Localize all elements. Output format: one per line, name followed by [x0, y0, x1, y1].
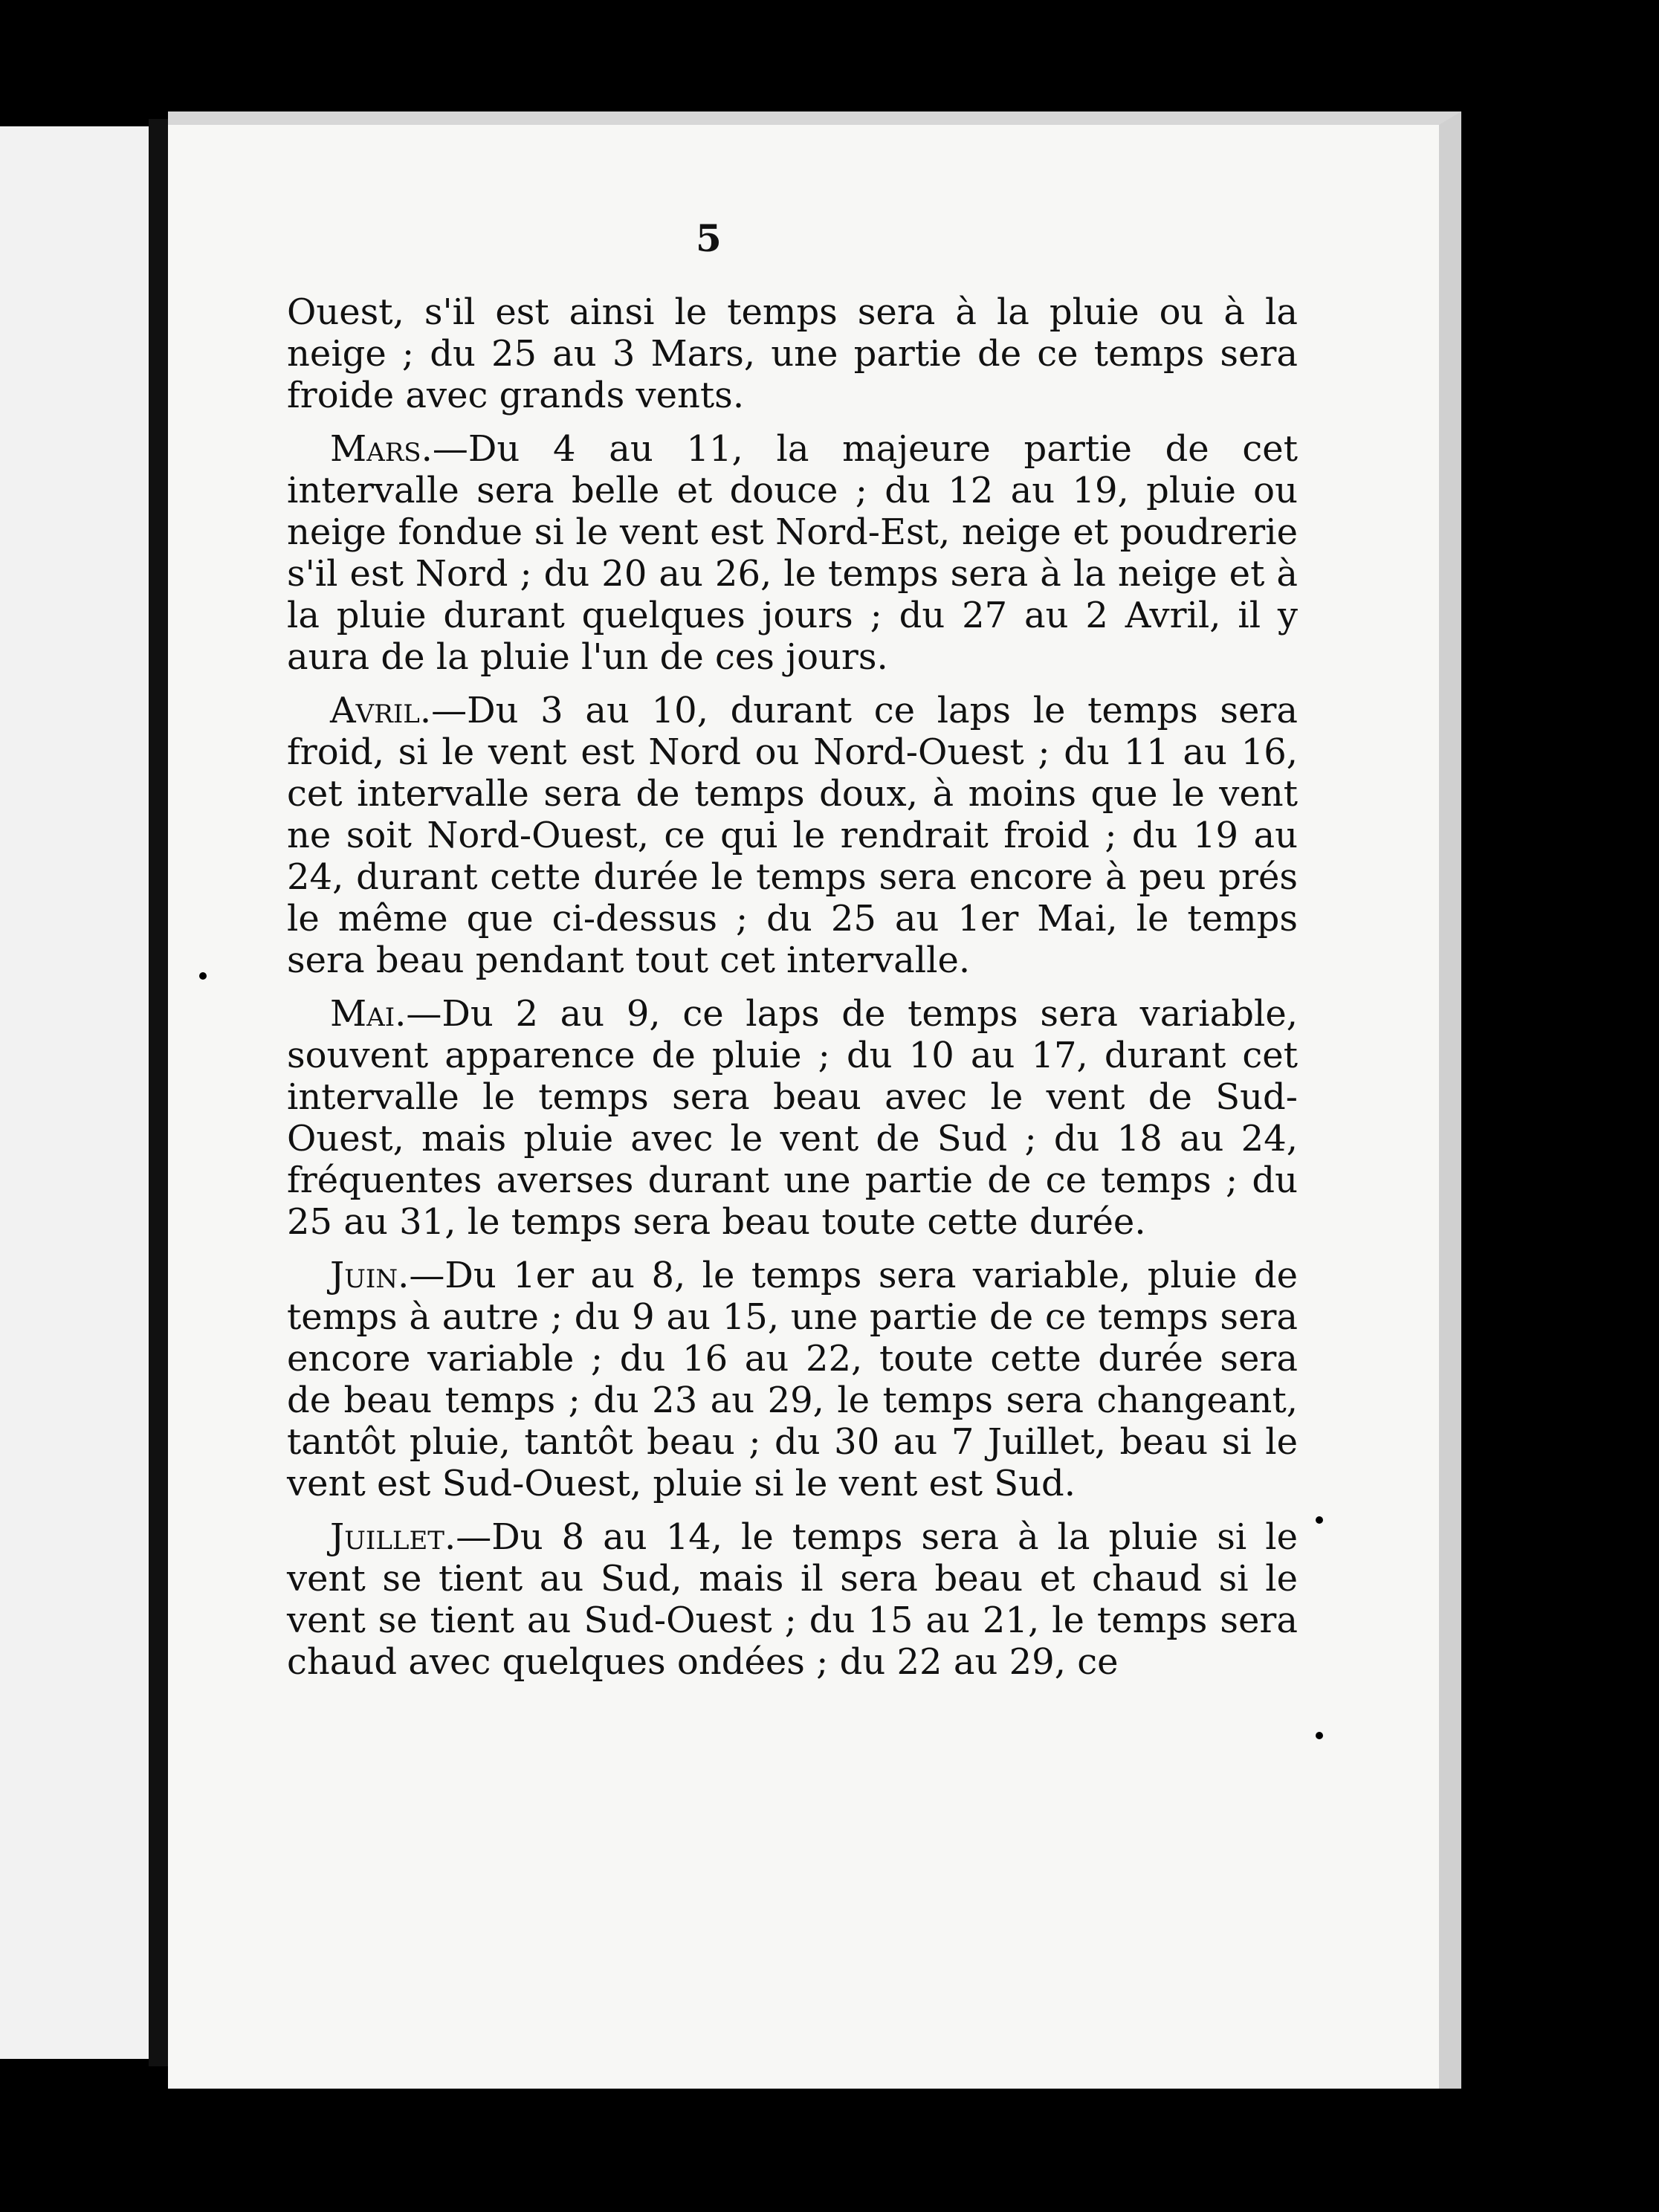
scan-speck — [199, 972, 207, 980]
scan-speck — [1316, 1516, 1323, 1524]
month-heading-avril: Avril. — [330, 690, 432, 731]
book-gutter — [149, 119, 168, 2066]
paragraph-juillet — [287, 1516, 1298, 1683]
paragraph-mai — [287, 993, 1298, 1243]
paragraph-text: —Du 3 au 10, durant ce laps le temps sera froid, si le vent est Nord ou Nord-Ouest ; du 11 au 16, cet intervalle sera de temps doux, à moins que le vent ne soit Nord-Ouest, ce qui le rendrait froid ; du 19 au 24, durant cette durée le temps sera encore à peu prés le même que ci-dessus ; du 25 au 1er Mai, le temps sera beau pendant tout cet intervalle. — [287, 690, 1298, 981]
paragraph-juin — [287, 1255, 1298, 1504]
paragraph-text: —Du 2 au 9, ce laps de temps sera variable, souvent apparence de pluie ; du 10 au 17, durant cet intervalle le temps sera beau avec le vent de Sud-Ouest, mais pluie avec le vent de Sud ; du 18 au 24, fréquentes averses durant une partie de ce temps ; du 25 au 31, le temps sera beau toute cette durée. — [287, 993, 1298, 1243]
scan-speck — [1316, 1732, 1323, 1739]
scanned-page — [168, 111, 1461, 2089]
paragraph-mars — [287, 428, 1298, 678]
month-heading-mars: Mars. — [330, 428, 433, 470]
month-heading-juin: Juin. — [330, 1255, 410, 1296]
month-heading-juillet: Juillet. — [330, 1516, 456, 1558]
page-text — [287, 291, 1298, 1683]
page-number: 5 — [696, 216, 722, 260]
paragraph-avril — [287, 690, 1298, 981]
paragraph-text: —Du 4 au 11, la majeure partie de cet intervalle sera belle et douce ; du 12 au 19, pluie ou neige fondue si le vent est Nord-Est, neige et poudrerie s'il est Nord ; du 20 au 26, le temps sera à la neige et à la pluie durant quelques jours ; du 27 au 2 Avril, il y aura de la pluie l'un de ces jours. — [287, 428, 1298, 678]
month-heading-mai: Mai. — [330, 993, 407, 1035]
paragraph-text: Ouest, s'il est ainsi le temps sera à la pluie ou à la neige ; du 25 au 3 Mars, une partie de ce temps sera froide avec grands vents. — [287, 291, 1298, 416]
paragraph-continuation — [287, 291, 1298, 416]
paragraph-text: —Du 8 au 14, le temps sera à la pluie si le vent se tient au Sud, mais il sera beau et chaud si le vent se tient au Sud-Ouest ; du 15 au 21, le temps sera chaud avec quelques ondées ; du 22 au 29, ce — [287, 1516, 1298, 1683]
paragraph-text: —Du 1er au 8, le temps sera variable, pluie de temps à autre ; du 9 au 15, une partie de ce temps sera encore variable ; du 16 au 22, toute cette durée sera de beau temps ; du 23 au 29, le temps sera changeant, tantôt pluie, tantôt beau ; du 30 au 7 Juillet, beau si le vent est Sud-Ouest, pluie si le vent est Sud. — [287, 1255, 1298, 1504]
facing-page-edge — [0, 126, 149, 2059]
